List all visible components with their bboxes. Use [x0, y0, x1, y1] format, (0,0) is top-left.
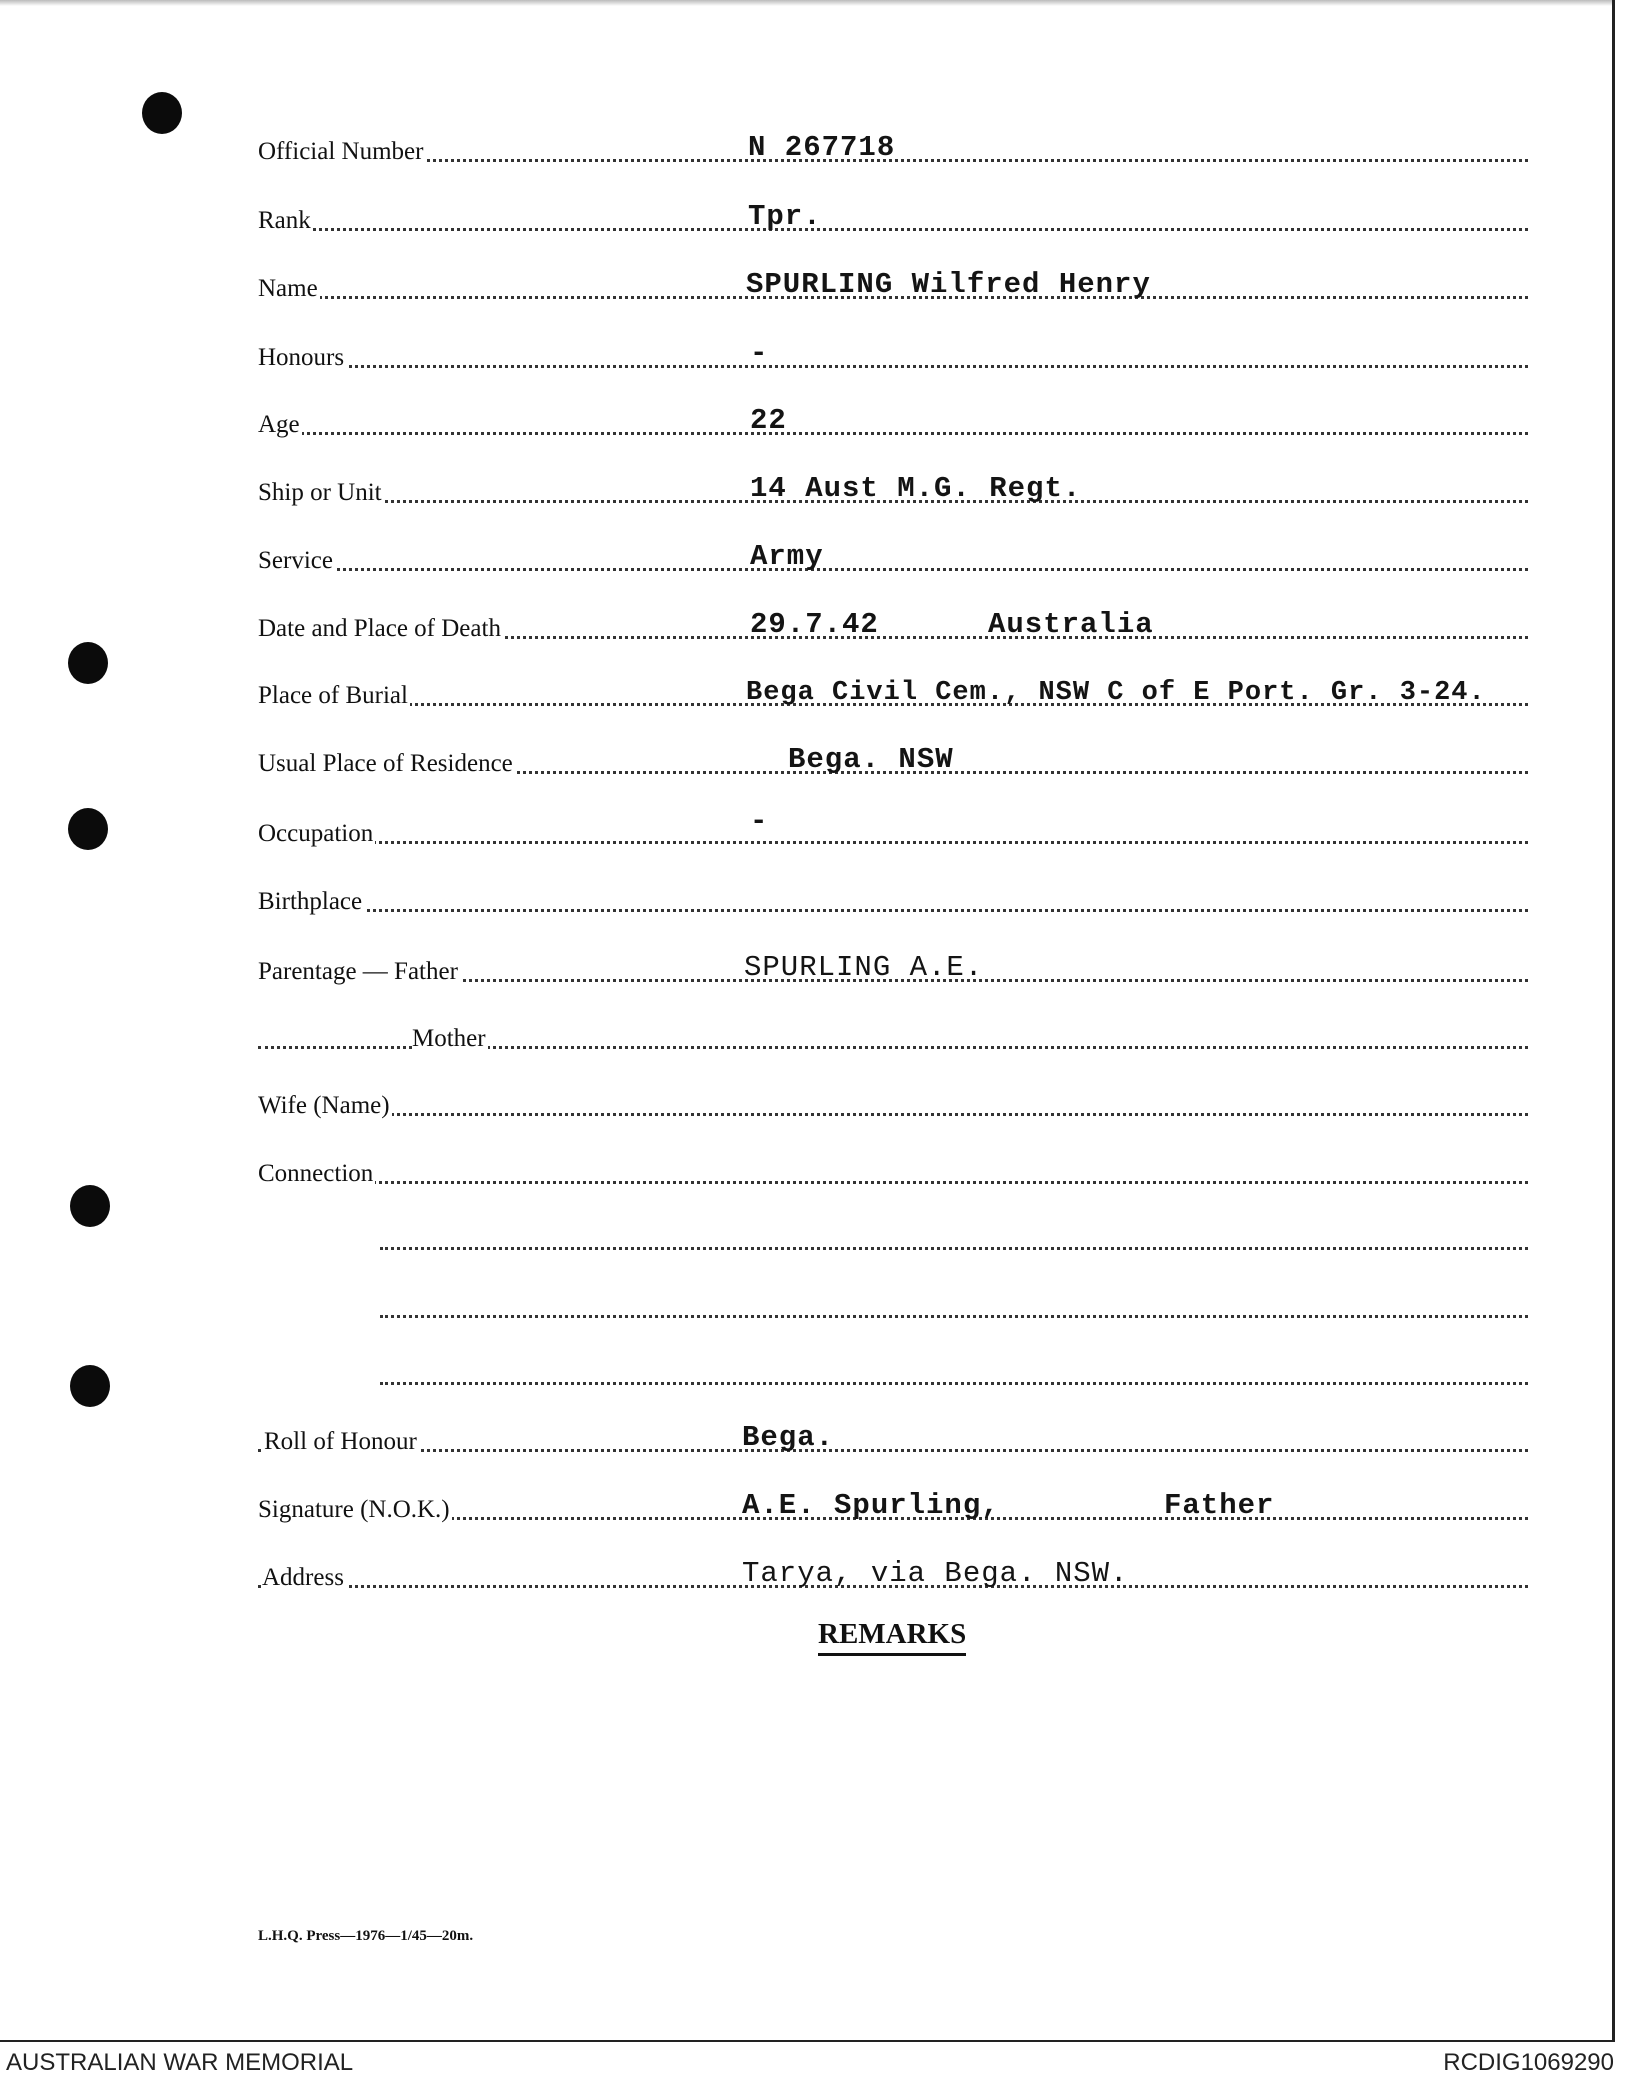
dotted-line	[258, 1113, 1528, 1116]
footer-institution: AUSTRALIAN WAR MEMORIAL	[6, 2049, 354, 2076]
dotted-line	[258, 228, 1528, 231]
row-father	[258, 950, 1528, 990]
label-signature: Signature (N.O.K.)	[258, 1496, 450, 1523]
label-name: Name	[258, 275, 318, 302]
label-birthplace: Birthplace	[258, 888, 363, 915]
label-address: Address	[262, 1564, 344, 1591]
value-residence: Bega. NSW	[788, 743, 954, 776]
row-name	[258, 267, 1528, 307]
row-signature	[258, 1488, 1528, 1528]
punch-hole	[68, 642, 108, 684]
label-occupation: Occupation	[258, 820, 374, 847]
footer-record-id: RCDIG1069290	[1443, 2049, 1614, 2076]
label-honours: Honours	[258, 344, 345, 371]
value-address: Tarya, via Bega. NSW.	[742, 1557, 1129, 1590]
dotted-line	[258, 841, 1528, 844]
dotted-line	[380, 1247, 1528, 1250]
label-death: Date and Place of Death	[258, 615, 501, 642]
value-ship-or-unit: 14 Aust M.G. Regt.	[750, 472, 1082, 505]
dotted-line	[258, 1449, 1528, 1452]
value-service: Army	[750, 540, 824, 573]
row-death	[258, 607, 1528, 647]
value-father: SPURLING A.E.	[744, 951, 984, 984]
row-connection-extra	[258, 1286, 1528, 1326]
punch-hole	[142, 92, 182, 134]
value-official-number: N 267718	[748, 131, 896, 164]
row-mother	[258, 1017, 1528, 1057]
value-death-place: Australia	[988, 608, 1154, 641]
value-occupation: -	[750, 805, 769, 838]
row-burial	[258, 674, 1528, 714]
scan-edge	[0, 0, 1612, 6]
row-official-number	[258, 130, 1528, 170]
label-connection: Connection	[258, 1160, 374, 1187]
label-burial: Place of Burial	[258, 682, 408, 709]
value-honours: -	[750, 337, 769, 370]
label-ship-or-unit: Ship or Unit	[258, 479, 382, 506]
label-age: Age	[258, 411, 300, 438]
value-signature: A.E. Spurling,	[742, 1489, 1000, 1522]
label-father: Parentage — Father	[258, 958, 458, 985]
label-roll-of-honour: Roll of Honour	[264, 1428, 417, 1455]
row-occupation	[258, 805, 1528, 852]
row-service	[258, 539, 1528, 579]
punch-hole	[70, 1185, 110, 1227]
row-birthplace	[258, 880, 1528, 920]
row-connection-extra	[258, 1218, 1528, 1258]
row-age	[258, 403, 1528, 443]
punch-hole	[68, 808, 108, 850]
row-connection	[258, 1152, 1528, 1192]
value-death-date: 29.7.42	[750, 608, 879, 641]
value-rank: Tpr.	[748, 200, 822, 233]
value-signature-relation: Father	[1164, 1489, 1275, 1522]
label-wife: Wife (Name)	[258, 1092, 390, 1119]
press-note: L.H.Q. Press—1976—1/45—20m.	[258, 1928, 474, 1944]
row-wife	[258, 1084, 1528, 1124]
row-address	[258, 1556, 1528, 1596]
row-ship-or-unit	[258, 471, 1528, 511]
dotted-line	[258, 1181, 1528, 1184]
label-official-number: Official Number	[258, 138, 424, 165]
row-rank	[258, 199, 1528, 239]
row-residence	[258, 742, 1528, 782]
value-roll-of-honour: Bega.	[742, 1421, 835, 1454]
value-name: SPURLING Wilfred Henry	[746, 268, 1151, 301]
dotted-line	[258, 365, 1528, 368]
label-rank: Rank	[258, 207, 311, 234]
label-residence: Usual Place of Residence	[258, 750, 513, 777]
dotted-line	[258, 432, 1528, 435]
dotted-line	[380, 1382, 1528, 1385]
row-connection-extra	[258, 1353, 1528, 1393]
dotted-line	[258, 568, 1528, 571]
punch-hole	[70, 1365, 110, 1407]
row-honours	[258, 336, 1528, 376]
dotted-line	[258, 909, 1528, 912]
value-burial: Bega Civil Cem., NSW C of E Port. Gr. 3-24.	[746, 678, 1486, 708]
dotted-line	[380, 1315, 1528, 1318]
remarks-heading: REMARKS	[818, 1618, 966, 1656]
label-service: Service	[258, 547, 333, 574]
value-age: 22	[750, 404, 787, 437]
label-mother: Mother	[412, 1025, 486, 1052]
row-roll-of-honour	[258, 1420, 1528, 1460]
